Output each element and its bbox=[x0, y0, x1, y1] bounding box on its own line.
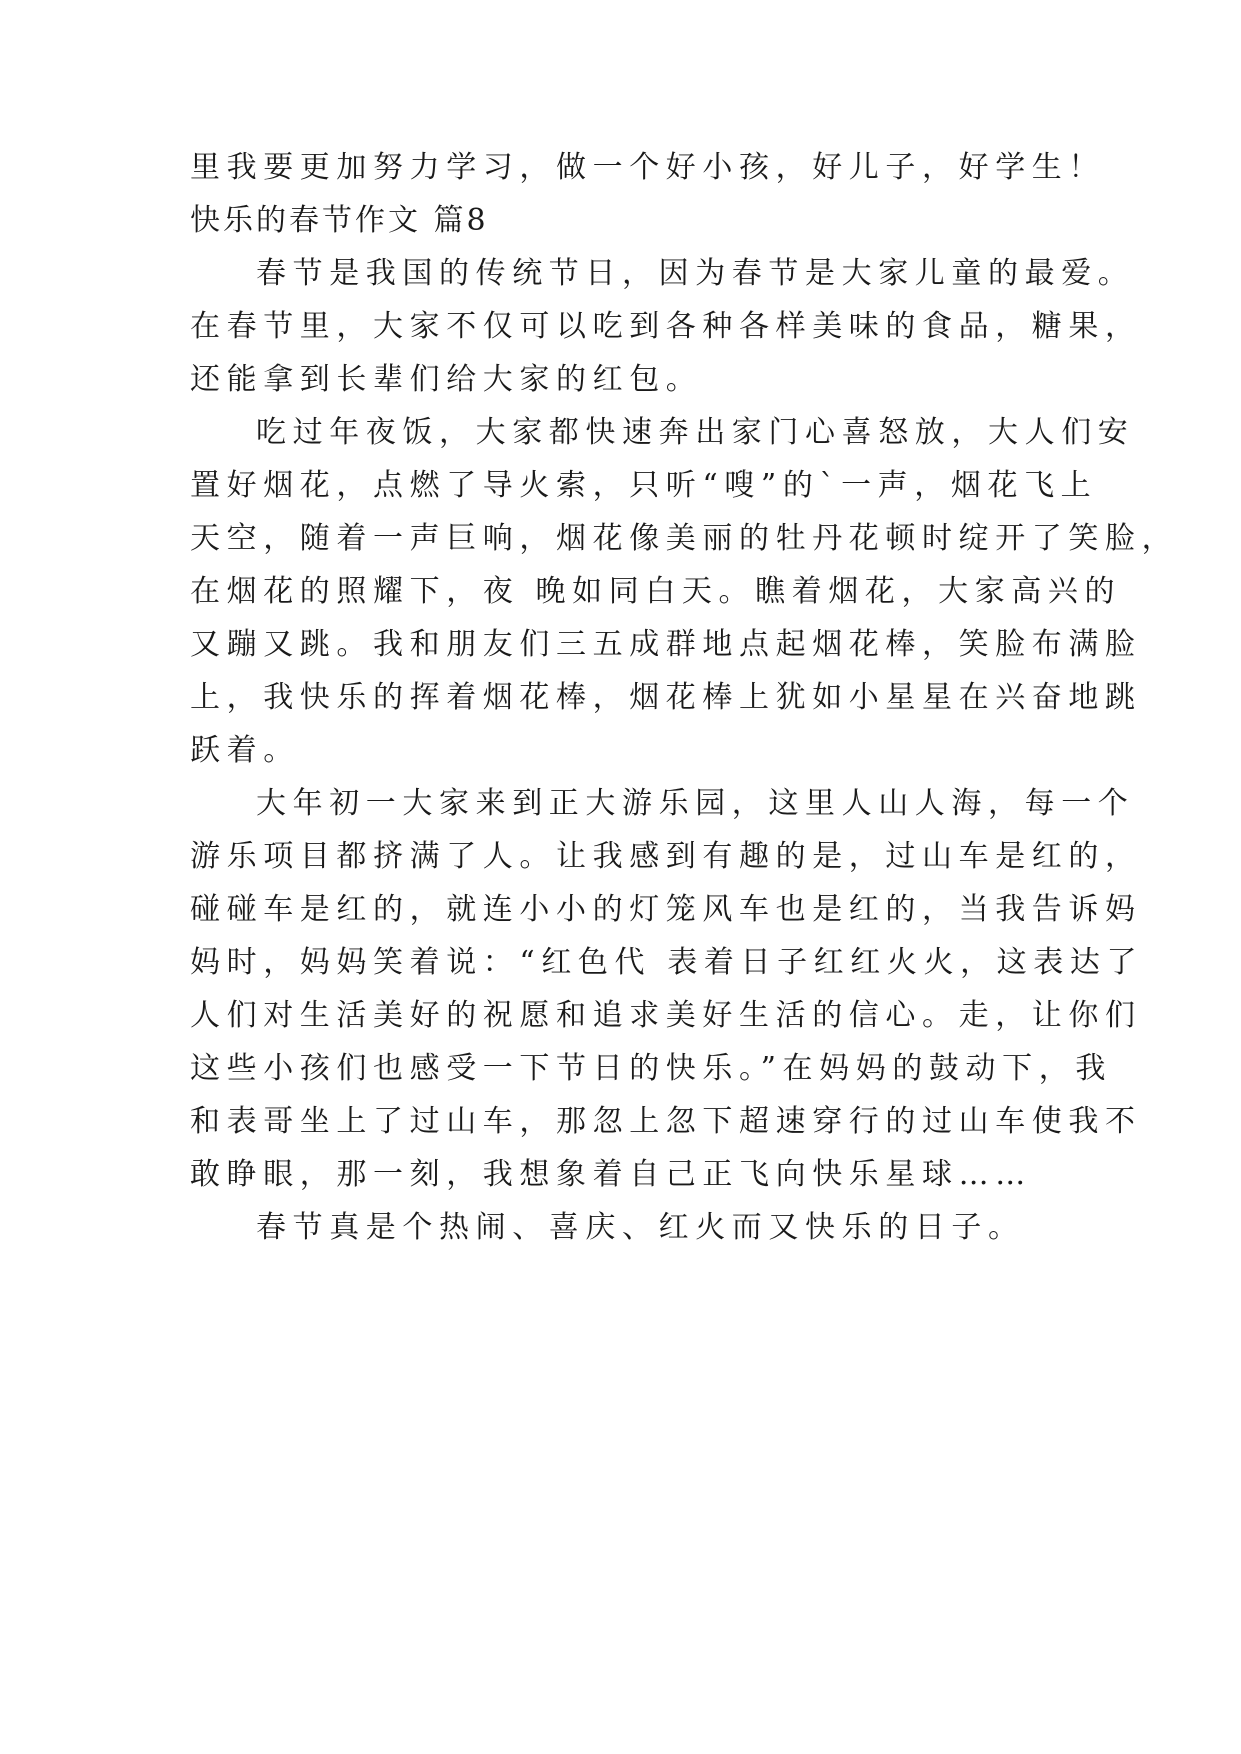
text-line: 跃着。 bbox=[190, 733, 300, 768]
text-line: 上，我快乐的挥着烟花棒，烟花棒上犹如小星星在兴奋地跳 bbox=[190, 680, 1142, 715]
text-line: 和表哥坐上了过山车，那忽上忽下超速穿行的过山车使我不 bbox=[190, 1104, 1142, 1139]
section-title: 快乐的春节作文 篇8 bbox=[190, 203, 489, 238]
text-line: 里我要更加努力学习，做一个好小孩，好儿子，好学生！ bbox=[190, 150, 1105, 185]
paragraph-first-line: 春节是我国的传统节日，因为春节是大家儿童的最爱。 bbox=[256, 256, 1135, 291]
text-line: 这些小孩们也感受一下节日的快乐。”在妈妈的鼓动下，我 bbox=[190, 1051, 1112, 1086]
text-line: 在烟花的照耀下，夜 晚如同白天。瞧着烟花，大家高兴的 bbox=[190, 574, 1122, 609]
text-line: 天空，随着一声巨响，烟花像美丽的牡丹花顿时绽开了笑脸， bbox=[190, 521, 1179, 556]
paragraph-first-line: 大年初一大家来到正大游乐园，这里人山人海，每一个 bbox=[256, 786, 1135, 821]
text-line: 敢睁眼，那一刻，我想象着自己正飞向快乐星球…… bbox=[190, 1157, 1032, 1192]
paragraph-first-line: 春节真是个热闹、喜庆、红火而又快乐的日子。 bbox=[256, 1210, 1025, 1245]
text-line: 游乐项目都挤满了人。让我感到有趣的是，过山车是红的， bbox=[190, 839, 1142, 874]
text-line: 又蹦又跳。我和朋友们三五成群地点起烟花棒，笑脸布满脸 bbox=[190, 627, 1142, 662]
text-line: 人们对生活美好的祝愿和追求美好生活的信心。走，让你们 bbox=[190, 998, 1142, 1033]
text-line: 在春节里，大家不仅可以吃到各种各样美味的食品，糖果， bbox=[190, 309, 1142, 344]
text-line: 置好烟花，点燃了导火索，只听“嗖”的`一声，烟花飞上 bbox=[190, 468, 1098, 503]
paragraph-first-line: 吃过年夜饭，大家都快速奔出家门心喜怒放，大人们安 bbox=[256, 415, 1135, 450]
text-line: 妈时，妈妈笑着说：“红色代 表着日子红红火火，这表达了 bbox=[190, 945, 1144, 980]
text-line: 碰碰车是红的，就连小小的灯笼风车也是红的，当我告诉妈 bbox=[190, 892, 1142, 927]
text-line: 还能拿到长辈们给大家的红包。 bbox=[190, 362, 703, 397]
